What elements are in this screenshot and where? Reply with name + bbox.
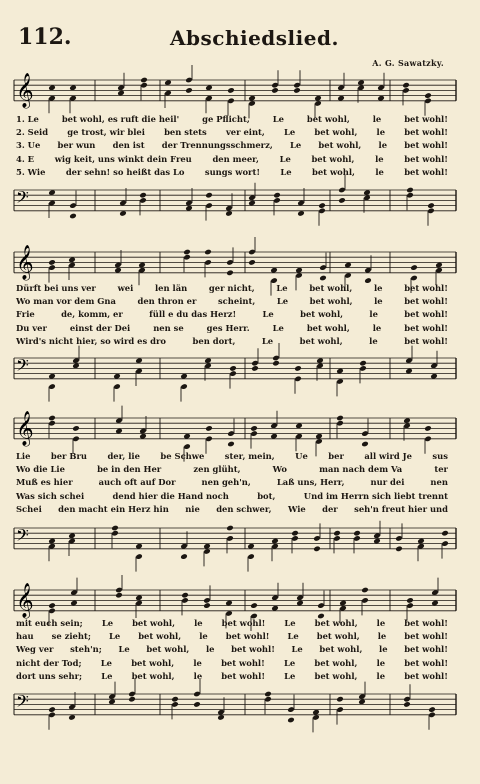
lyric-syllable: füll e du das Herz! [149,309,237,320]
lyric-syllable: le [376,670,386,681]
lyric-syllable: le [369,335,378,346]
treble-clef-icon: 𝄞 [16,245,34,280]
composer-credit: A. G. Sawatzky. [372,58,444,68]
notehead [353,530,361,537]
lyric-syllable: ver eint, [225,127,265,138]
lyric-syllable: le [372,322,382,333]
notehead [72,425,80,432]
lyric-syllable: bet wohl, es ruft die heil' [61,114,180,124]
lyric-syllable: bet wohl, [319,644,363,655]
notehead [271,87,279,94]
lyric-syllable: Le [101,670,113,681]
lyric-syllable: Wird's nicht hier, so wird es dro [16,335,166,346]
lyric-syllable: Le [272,114,284,124]
lyric-syllable: bet wohl, [318,140,362,151]
lyric-line [16,476,448,489]
lyric-line [16,295,448,308]
lyric-syllable: Wo man vor dem Gna [16,296,116,307]
lyric-syllable: Le [262,309,274,320]
notehead [69,213,77,220]
lyric-syllable: ter [434,464,448,475]
lyric-syllable: Frie [16,309,35,320]
hymn-number: 112. [18,24,72,50]
lyric-syllable: bet wohl, [132,618,176,628]
notehead [410,264,418,271]
notehead [111,525,119,532]
lyric-syllable: den meer, [212,153,259,164]
lyric-syllable: Le [284,618,296,628]
lyric-syllable: der, lie [107,451,140,461]
notehead [441,530,449,537]
lyric-syllable: sus [432,451,448,461]
lyric-syllable: bet wohl, [300,309,344,320]
lyric-line [16,657,448,670]
lyric-syllable: Dürft bei uns ver [16,283,96,293]
lyric-syllable: Laß uns, Herr, [276,477,345,488]
lyric-syllable: wei [117,283,134,293]
lyric-syllable: le [379,644,388,655]
lyric-syllable: le [378,140,388,151]
lyric-syllable: Le [276,283,288,293]
bass-staff-system-4 [0,686,480,726]
lyric-syllable: bet wohl! [404,283,448,293]
lyric-syllable: sungs wort! [204,166,261,177]
lyric-syllable: 4. E [16,153,35,164]
bass-clef-icon: 𝄢 [16,525,29,549]
lyric-syllable: Le [279,153,291,164]
lyric-syllable: bet wohl! [404,114,448,124]
lyric-syllable: le [199,631,208,642]
lyric-line [16,126,448,139]
treble-staff-system-3 [0,410,480,450]
lyric-line [16,503,448,516]
lyric-syllable: Schei [16,503,42,514]
treble-clef-icon: 𝄞 [16,411,34,446]
lyric-syllable: le [375,153,384,164]
notehead [361,587,369,594]
lyric-syllable: le [375,166,384,177]
lyric-line [16,139,448,152]
lyric-line [16,630,448,643]
lyric-syllable: der [322,503,338,514]
bass-staff-system-3 [0,520,480,560]
lyric-syllable: bet wohl! [404,644,448,655]
notehead [205,425,213,432]
lyric-syllable: bet wohl, [131,670,175,681]
lyric-syllable: Lie [16,451,31,461]
lyric-syllable: be in den Her [97,464,162,475]
lyric-syllable: dort uns sehr; [16,670,83,681]
lyric-syllable: bet wohl, [309,296,353,307]
notehead [318,202,326,209]
notehead [139,192,147,199]
lyric-syllable: nen se [153,322,184,333]
notehead [293,87,301,94]
lyric-syllable: le [372,114,382,124]
lyrics-system-2 [16,282,448,348]
notehead [115,592,123,599]
lyric-syllable: bet wohl, [299,335,343,346]
lyric-syllable: bet wohl! [404,657,448,668]
lyric-syllable: nen geh'n, [201,477,251,488]
notehead [226,270,234,277]
notehead [424,425,432,432]
lyric-syllable: bet wohl! [404,153,448,164]
notehead [48,259,56,266]
bass-staff-system-2 [0,350,480,390]
lyric-syllable: le [373,283,383,293]
lyric-syllable: le [193,657,202,668]
notehead [203,602,211,609]
lyric-line [16,490,448,503]
notehead [264,691,272,698]
lyric-line [16,166,448,179]
lyric-syllable: le [376,127,386,138]
lyric-syllable: der sehn! so heißt das Lo [65,166,185,177]
lyric-syllable: Muß es hier [16,477,73,488]
notehead [250,425,258,432]
lyric-syllable: 1. Le [16,114,39,124]
treble-staff-system-4 [0,582,480,622]
lyric-syllable: bet wohl, [131,657,175,668]
notehead [287,717,295,724]
lyric-syllable: Le [261,335,274,346]
lyric-syllable: bet wohl, [314,127,358,138]
lyric-syllable: man nach dem Va [319,464,403,475]
notehead [205,192,213,199]
lyric-line [16,282,448,295]
lyric-syllable: Le [101,618,114,628]
lyric-syllable: Le [118,644,130,655]
lyric-line [16,617,448,630]
notehead [180,553,188,560]
lyric-syllable: hau [16,631,34,642]
bass-staff-system-1 [0,182,480,222]
lyric-syllable: le [205,644,215,655]
lyric-syllable: nie [185,503,200,514]
lyric-syllable: zen glüht, [193,464,241,475]
notehead [183,249,191,256]
lyric-syllable: de, komm, er [61,309,123,320]
lyric-syllable: steh'n; [70,644,102,655]
notehead [48,602,56,609]
notehead [251,365,259,372]
lyric-syllable: ber wun [57,140,96,151]
lyric-syllable: bet wohl, [314,657,358,668]
notehead [229,365,237,372]
lyric-syllable: bet wohl! [221,670,265,681]
lyric-syllable: bet wohl! [221,618,266,628]
treble-staff-system-2 [0,244,480,284]
lyric-syllable: Le [289,140,302,151]
lyric-syllable: Le [272,322,284,333]
lyric-syllable: bet wohl! [404,296,448,307]
lyric-syllable: den macht ein Herz hin [58,503,169,514]
notehead [338,197,346,204]
lyric-syllable: ber Bru [50,451,87,461]
lyric-syllable: ster, mein, [224,451,275,461]
lyric-line [16,322,448,335]
lyric-syllable: bet wohl! [404,618,448,628]
notehead [193,701,201,708]
lyric-syllable: ge trost, wir blei [67,127,145,138]
notehead [204,249,212,256]
notehead [402,82,410,89]
hymn-title: Abschiedslied. [170,26,339,50]
lyric-syllable: be Schwe [160,451,205,461]
lyric-syllable: 5. Wie [16,166,46,177]
lyric-syllable: wig keit, uns winkt dein Freu [54,153,192,164]
lyric-syllable: bet wohl, [316,631,360,642]
lyric-syllable: Le [100,657,112,668]
lyric-syllable: ben dort, [192,335,236,346]
lyric-line [16,643,448,656]
notehead [319,275,327,282]
lyric-line [16,153,448,166]
lyric-syllable: Ue [295,451,308,461]
notehead [171,696,179,703]
notehead [273,192,281,199]
lyric-line [16,335,448,348]
lyric-line [16,113,448,126]
lyric-syllable: bet wohl! [404,140,448,151]
lyric-line [16,463,448,476]
lyric-syllable: bet wohl, [146,644,190,655]
lyric-syllable: bet wohl, [138,631,182,642]
notehead [406,597,414,604]
lyric-syllable: nur dei [370,477,405,488]
lyric-syllable: der Trennungsschmerz, [161,140,273,151]
lyric-syllable: ger nicht, [208,283,255,293]
lyric-syllable: Le [283,657,296,668]
lyric-syllable: Wo [272,464,287,475]
bass-clef-icon: 𝄢 [16,187,29,211]
lyrics-system-4 [16,617,448,683]
lyric-syllable: bet wohl, [306,114,350,124]
lyric-syllable: bet wohl! [404,631,448,642]
notehead [336,415,344,422]
lyric-syllable: bet wohl, [314,670,358,681]
lyric-syllable: bet wohl, [314,618,358,628]
lyric-syllable: 2. Seid [16,127,49,138]
notehead [359,360,367,367]
treble-clef-icon: 𝄞 [16,583,34,618]
lyric-syllable: le [377,631,387,642]
lyric-syllable: bet wohl! [404,335,448,346]
lyrics-system-3 [16,450,448,516]
lyric-syllable: le [194,618,203,628]
notehead [313,546,321,553]
lyric-syllable: ben stets [164,127,207,138]
lyric-syllable: den ist [112,140,145,151]
notehead [185,87,193,94]
notehead [403,701,411,708]
notehead [227,87,235,94]
lyric-syllable: le [376,657,386,668]
notehead [406,187,414,194]
notehead [333,530,341,537]
notehead [427,202,435,209]
lyric-syllable: scheint, [217,296,256,307]
notehead [181,592,189,599]
lyric-syllable: bet wohl, [306,322,350,333]
lyric-syllable: Wie [287,503,306,514]
lyric-syllable: bet wohl, [311,166,355,177]
notehead [395,546,403,553]
lyric-syllable: le [369,309,378,320]
lyric-syllable: bet wohl, [311,153,355,164]
lyric-syllable: ges Herr. [206,322,250,333]
lyric-syllable: Le [284,127,296,138]
lyric-syllable: bet wohl! [404,670,448,681]
lyric-syllable: bet wohl! [221,657,265,668]
lyric-syllable: Weg ver [16,644,54,655]
notehead [128,696,136,703]
lyric-line [16,670,448,683]
lyric-syllable: den thron er [137,296,197,307]
lyrics-system-1 [16,113,448,179]
lyric-syllable: bet wohl! [404,127,448,138]
notehead [424,92,432,99]
lyric-line [16,450,448,463]
lyric-syllable: auch oft auf Dor [98,477,176,488]
treble-staff-system-1 [0,72,480,112]
lyric-syllable: Le [108,631,121,642]
notehead [227,441,235,448]
lyric-syllable: len län [155,283,188,293]
notehead [250,602,258,609]
notehead [48,706,56,713]
lyric-syllable: 3. Ue [16,140,41,151]
notehead [140,77,148,84]
lyric-syllable: den schwer, [216,503,272,514]
lyric-syllable: bet wohl, [309,283,353,293]
notehead [48,415,56,422]
lyric-line [16,308,448,321]
lyric-syllable: Le [287,631,299,642]
lyric-syllable: nicht der Tod; [16,657,82,668]
lyric-syllable: ber [328,451,344,461]
notehead [294,365,302,372]
lyric-syllable: Le [276,296,289,307]
lyric-syllable: ge Pflicht, [202,114,250,124]
lyric-syllable: seh'n freut hier und [354,503,448,514]
lyric-syllable: le [374,296,383,307]
lyric-syllable: Du ver [16,322,47,333]
lyric-syllable: Le [284,670,296,681]
lyric-syllable: Le [291,644,303,655]
lyric-syllable: bet wohl! [404,166,448,177]
notehead [272,360,280,367]
lyric-syllable: Was sich schei [16,490,85,501]
lyric-syllable: Le [280,166,292,177]
lyric-syllable: le [376,618,386,628]
lyric-syllable: le [193,670,203,681]
lyric-syllable: mit euch sein; [16,618,83,628]
notehead [248,259,256,266]
lyric-syllable: bet wohl! [404,322,448,333]
notehead [226,525,234,532]
bass-clef-icon: 𝄢 [16,355,29,379]
lyric-syllable: einst der Dei [69,322,131,333]
lyric-syllable: Wo die Lie [16,464,65,475]
bass-clef-icon: 𝄢 [16,691,29,715]
lyric-syllable: se zieht; [51,631,91,642]
notehead [428,706,436,713]
lyric-syllable: Und im Herrn sich liebt trennt [303,490,448,501]
lyric-syllable: bot, [257,490,276,501]
lyric-syllable: bet wohl! [225,631,270,642]
notehead [291,530,299,537]
lyric-syllable: bet wohl! [404,309,448,320]
lyric-syllable: dend hier die Hand noch [112,490,229,501]
notehead [361,441,369,448]
notehead [336,696,344,703]
lyric-syllable: nen [430,477,448,488]
lyric-syllable: bet wohl! [231,644,275,655]
lyric-syllable: all wird Je [364,451,412,461]
treble-clef-icon: 𝄞 [16,73,34,108]
